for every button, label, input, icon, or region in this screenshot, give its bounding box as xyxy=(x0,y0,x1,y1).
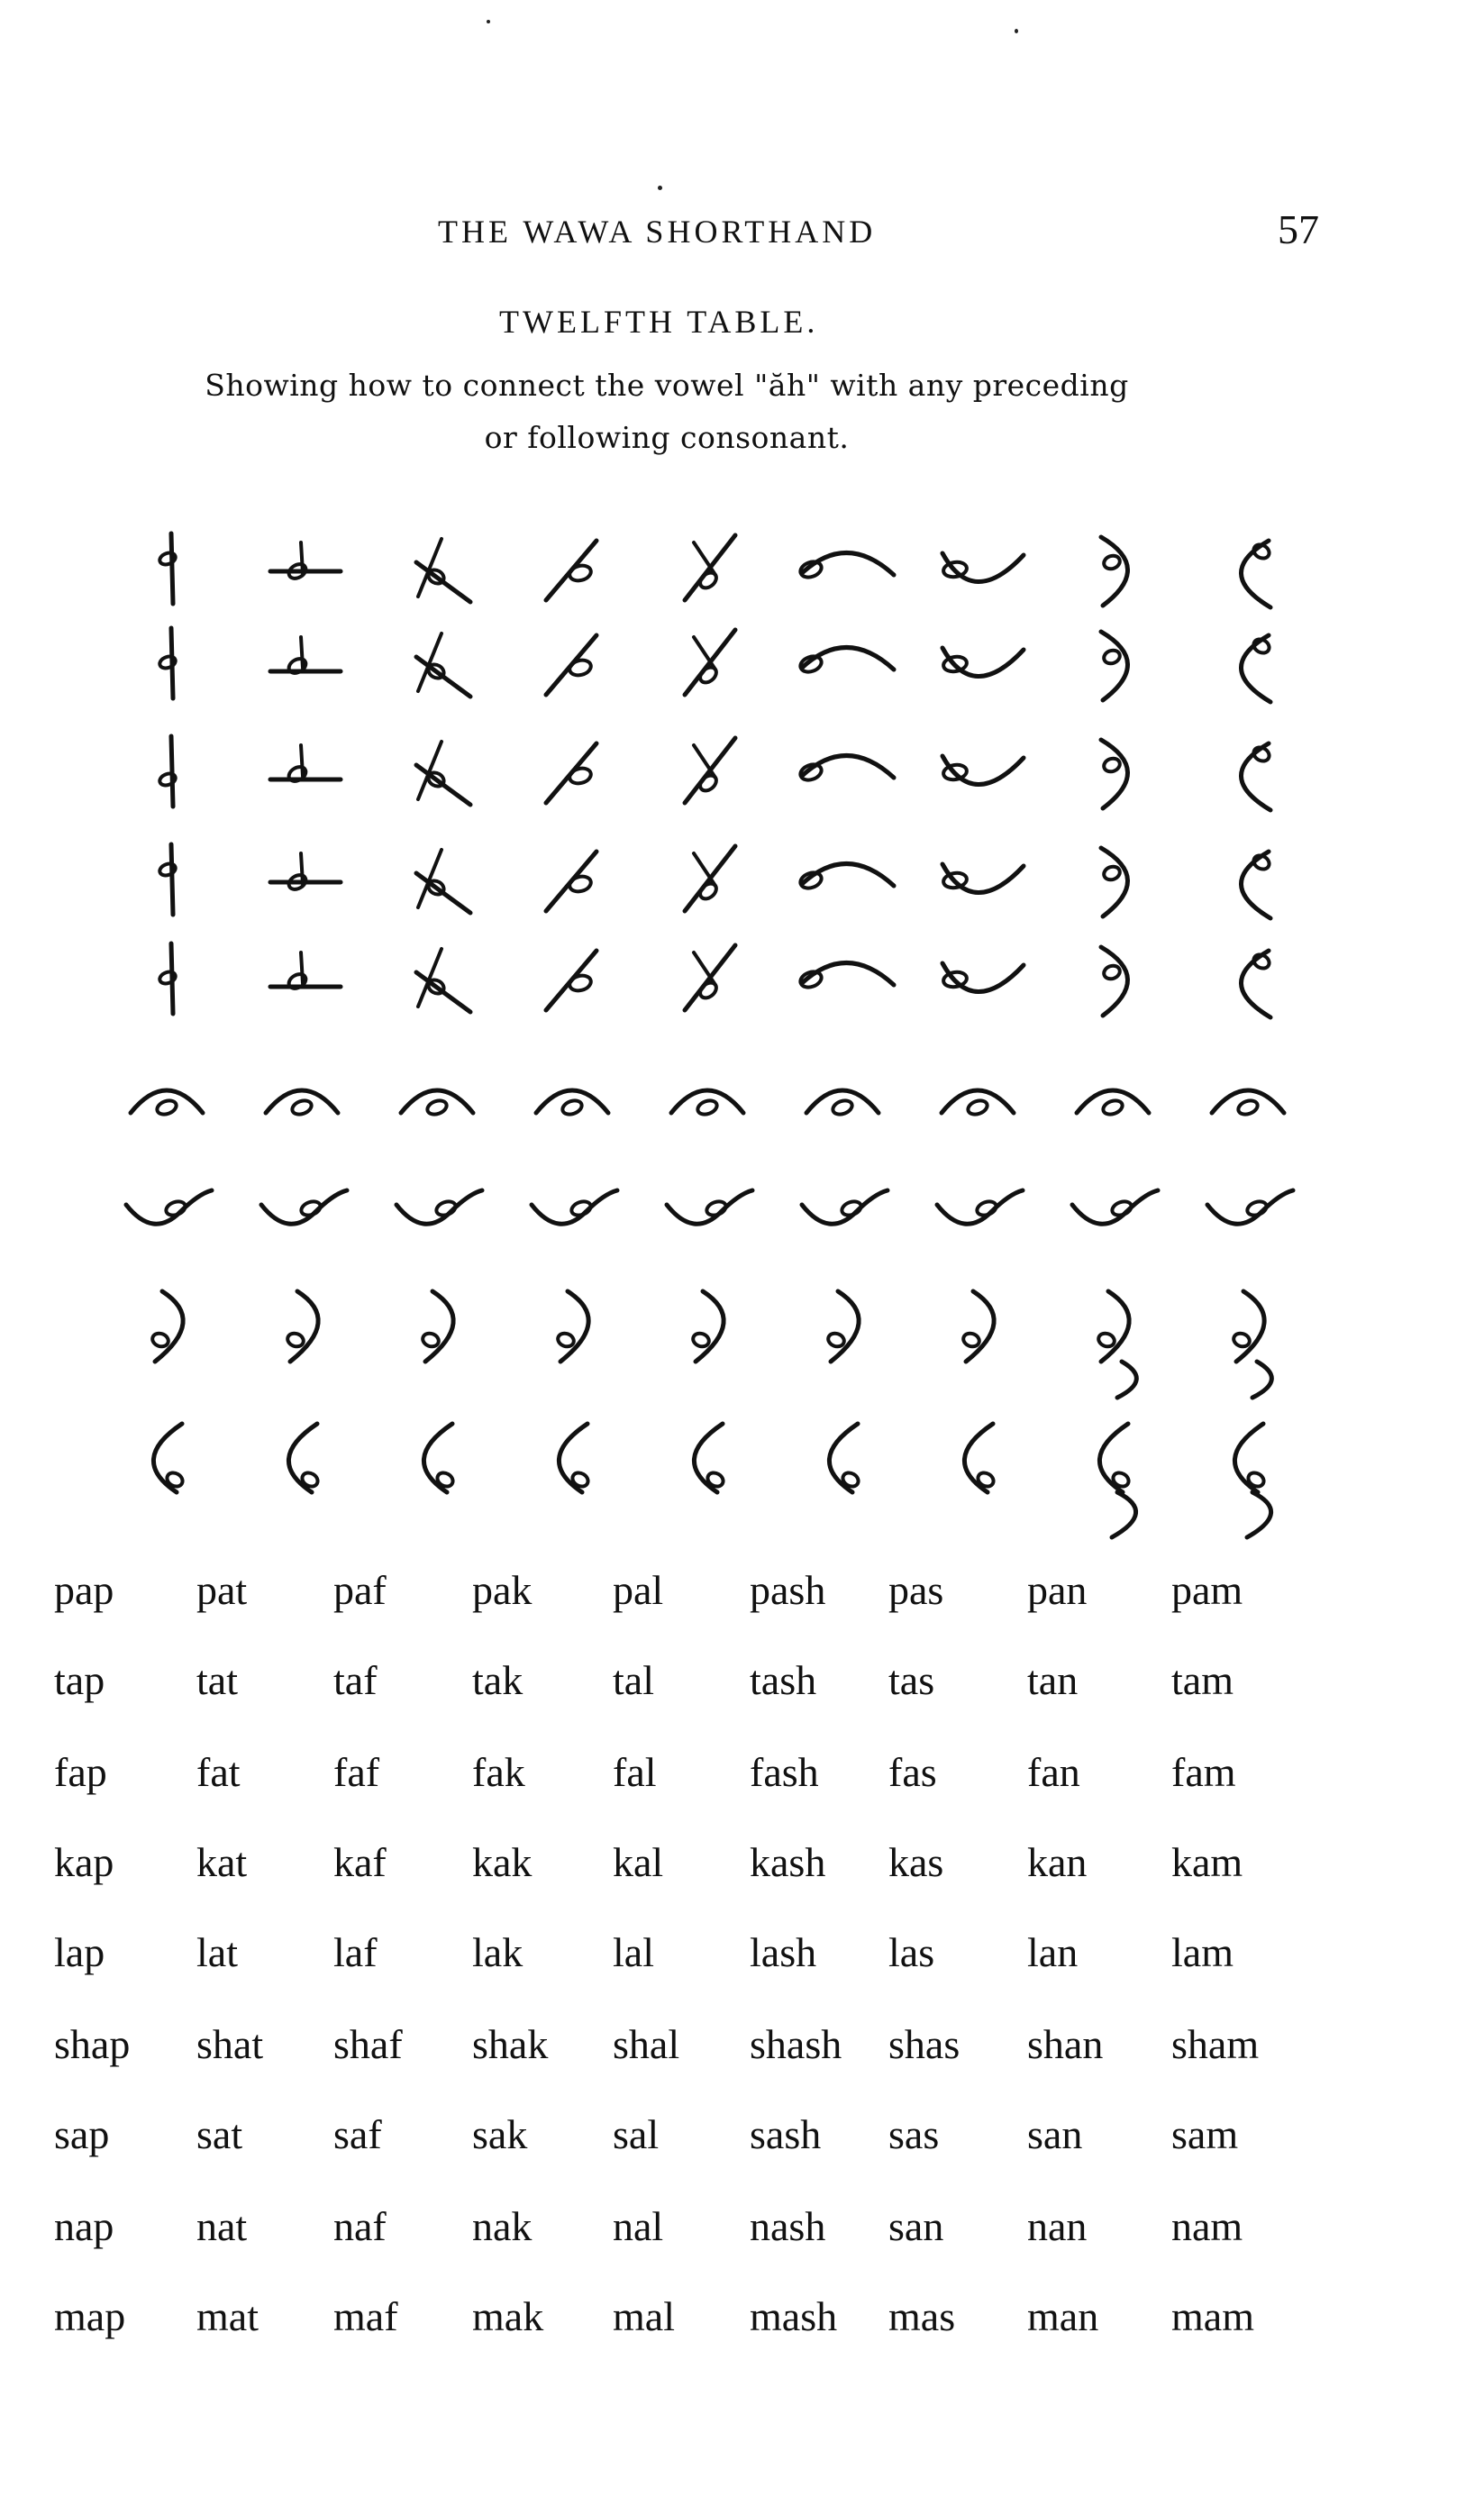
shorthand-stroke xyxy=(425,1098,448,1117)
shorthand-stroke xyxy=(826,1331,846,1348)
shorthand-stroke xyxy=(556,1331,576,1348)
syllable-cell: sas xyxy=(888,2111,940,2157)
syllable-cell: kaf xyxy=(333,1839,387,1885)
syllable-cell: lap xyxy=(54,1929,105,1975)
shorthand-stroke xyxy=(299,1199,322,1218)
syllable-cell: tap xyxy=(54,1657,105,1703)
shorthand-stroke xyxy=(560,1098,583,1117)
syllable-cell: fal xyxy=(613,1749,657,1795)
shorthand-stroke xyxy=(568,563,592,583)
syllable-cell: tan xyxy=(1027,1657,1079,1703)
shorthand-stroke xyxy=(831,1098,853,1117)
shorthand-stroke xyxy=(697,570,719,591)
syllable-cell: sham xyxy=(1171,2021,1260,2067)
syllable-cell: shaf xyxy=(333,2021,403,2067)
shorthand-stroke xyxy=(696,1291,724,1362)
syllable-cell: shap xyxy=(54,2021,131,2067)
syllable-cell: lak xyxy=(472,1929,523,1975)
shorthand-stroke xyxy=(1252,852,1272,871)
syllable-cell: pam xyxy=(1171,1567,1243,1613)
shorthand-stroke xyxy=(290,1098,313,1117)
shorthand-stroke xyxy=(798,559,824,579)
shorthand-stroke xyxy=(798,969,824,989)
shorthand-stroke xyxy=(1101,740,1128,808)
syllable-cell: nan xyxy=(1027,2203,1088,2249)
syllable-cell: map xyxy=(54,2293,126,2339)
syllable-cell: shal xyxy=(613,2021,680,2067)
syllable-cell: nam xyxy=(1171,2203,1243,2249)
shorthand-stroke xyxy=(421,1331,441,1348)
syllable-cell: tas xyxy=(888,1657,935,1703)
shorthand-stroke xyxy=(802,962,894,985)
table-subtitle-line-2: or following consonant. xyxy=(484,420,850,455)
syllable-cell: nak xyxy=(472,2203,533,2249)
shorthand-stroke xyxy=(966,1291,994,1362)
syllable-cell: nash xyxy=(750,2203,826,2249)
shorthand-stroke xyxy=(1102,756,1122,773)
shorthand-stroke xyxy=(1101,848,1128,916)
shorthand-stroke xyxy=(290,1291,318,1362)
syllable-cell: nap xyxy=(54,2203,114,2249)
syllable-cell: lam xyxy=(1171,1929,1234,1975)
shorthand-stroke xyxy=(697,980,719,1001)
syllable-cell: tak xyxy=(472,1657,523,1703)
shorthand-stroke xyxy=(798,761,824,782)
shorthand-stroke xyxy=(961,1331,981,1348)
shorthand-stroke xyxy=(155,1098,178,1117)
syllable-cell: fap xyxy=(54,1749,107,1795)
shorthand-stroke xyxy=(1241,951,1270,1017)
syllable-cell: tal xyxy=(613,1657,654,1703)
shorthand-stroke xyxy=(697,880,719,902)
syllable-cell: fas xyxy=(888,1749,937,1795)
syllable-cell: shas xyxy=(888,2021,961,2067)
syllable-cell: pap xyxy=(54,1567,114,1613)
shorthand-stroke xyxy=(1110,1199,1133,1218)
syllable-cell: kam xyxy=(1171,1839,1243,1885)
syllable-cell: saf xyxy=(333,2111,382,2157)
shorthand-stroke xyxy=(697,664,719,686)
shorthand-stroke xyxy=(802,863,894,886)
syllable-cell: naf xyxy=(333,2203,387,2249)
syllable-cell: nat xyxy=(196,2203,248,2249)
syllable-cell: las xyxy=(888,1929,935,1975)
page-number: 57 xyxy=(1278,206,1319,252)
syllable-cell: man xyxy=(1027,2293,1099,2339)
syllable-cell: pan xyxy=(1027,1567,1088,1613)
shorthand-stroke xyxy=(568,766,592,786)
syllable-cell: shat xyxy=(196,2021,264,2067)
shorthand-stroke xyxy=(434,1199,457,1218)
shorthand-stroke xyxy=(694,637,715,670)
shorthand-stroke xyxy=(802,552,894,575)
shorthand-stroke xyxy=(705,1199,727,1218)
syllable-cell: sam xyxy=(1171,2111,1239,2157)
shorthand-stroke xyxy=(1101,632,1128,700)
shorthand-stroke xyxy=(1252,952,1272,971)
syllable-cell: sal xyxy=(613,2111,660,2157)
shorthand-stroke xyxy=(1241,541,1270,607)
shorthand-stroke xyxy=(1101,1291,1129,1362)
table-subtitle-line-1: Showing how to connect the vowel "ăh" with any preceding xyxy=(205,368,1129,403)
syllable-cell: mam xyxy=(1171,2293,1254,2339)
shorthand-stroke xyxy=(966,1098,988,1117)
syllable-cell: laf xyxy=(333,1929,378,1975)
syllable-cell: mak xyxy=(472,2293,544,2339)
syllable-cell: kal xyxy=(613,1839,664,1885)
shorthand-stroke xyxy=(150,1331,170,1348)
syllable-cell: lal xyxy=(613,1929,654,1975)
shorthand-stroke xyxy=(1101,1098,1124,1117)
shorthand-stroke xyxy=(171,844,173,915)
shorthand-stroke xyxy=(802,647,894,670)
running-title: THE WAWA SHORTHAND xyxy=(438,214,877,250)
syllable-cell: maf xyxy=(333,2293,398,2339)
syllable-cell: mash xyxy=(750,2293,838,2339)
shorthand-stroke xyxy=(697,772,719,794)
shorthand-stroke xyxy=(694,853,715,886)
syllable-cell: sat xyxy=(196,2111,243,2157)
syllable-cell: fat xyxy=(196,1749,241,1795)
syllable-cell: pas xyxy=(888,1567,944,1613)
shorthand-stroke xyxy=(1232,1331,1252,1348)
syllable-cell: lash xyxy=(750,1929,817,1975)
shorthand-stroke xyxy=(1102,864,1122,881)
syllable-cell: san xyxy=(1027,2111,1083,2157)
syllable-cell: mat xyxy=(196,2293,259,2339)
shorthand-stroke xyxy=(569,1199,592,1218)
table-title: TWELFTH TABLE. xyxy=(499,304,819,340)
shorthand-stroke xyxy=(286,1331,305,1348)
syllable-cell: lat xyxy=(196,1929,238,1975)
syllable-cell: fam xyxy=(1171,1749,1236,1795)
shorthand-stroke xyxy=(691,1331,711,1348)
shorthand-stroke xyxy=(802,755,894,778)
shorthand-stroke xyxy=(1236,1291,1264,1362)
syllable-cell: fash xyxy=(750,1749,819,1795)
shorthand-stroke xyxy=(1252,542,1272,560)
syllable-cell: kash xyxy=(750,1839,826,1885)
syllable-cell: tam xyxy=(1171,1657,1234,1703)
shorthand-stroke xyxy=(798,653,824,674)
shorthand-stroke xyxy=(1236,1098,1259,1117)
shorthand-stroke xyxy=(798,870,824,890)
shorthand-stroke xyxy=(1102,963,1122,980)
shorthand-stroke xyxy=(696,1098,718,1117)
shorthand-stroke xyxy=(1252,1362,1271,1398)
shorthand-stroke xyxy=(568,658,592,678)
shorthand-stroke xyxy=(560,1291,588,1362)
shorthand-stroke xyxy=(1097,1331,1116,1348)
shorthand-stroke xyxy=(1117,1362,1136,1398)
syllable-cell: sak xyxy=(472,2111,528,2157)
shorthand-stroke xyxy=(1112,1492,1136,1537)
shorthand-stroke xyxy=(1252,744,1272,763)
syllable-cell: shash xyxy=(750,2021,842,2067)
shorthand-stroke xyxy=(1245,1199,1268,1218)
shorthand-stroke xyxy=(831,1291,859,1362)
syllable-cell: kat xyxy=(196,1839,248,1885)
syllable-cell: nal xyxy=(613,2203,664,2249)
shorthand-stroke xyxy=(568,973,592,993)
syllable-cell: mal xyxy=(613,2293,675,2339)
shorthand-stroke xyxy=(425,1291,453,1362)
shorthand-stroke xyxy=(1241,852,1270,918)
syllable-cell: shan xyxy=(1027,2021,1104,2067)
shorthand-stroke xyxy=(1102,553,1122,570)
syllable-cell: kak xyxy=(472,1839,533,1885)
shorthand-stroke xyxy=(568,874,592,894)
shorthand-stroke xyxy=(975,1199,997,1218)
syllable-cell: kap xyxy=(54,1839,114,1885)
shorthand-stroke xyxy=(301,952,303,983)
shorthand-stroke xyxy=(164,1199,187,1218)
syllable-cell: pash xyxy=(750,1567,826,1613)
syllable-cell: sap xyxy=(54,2111,110,2157)
syllable-cell: lan xyxy=(1027,1929,1079,1975)
shorthand-stroke xyxy=(171,736,173,806)
shorthand-stroke xyxy=(1101,947,1128,1016)
syllable-cell: tash xyxy=(750,1657,817,1703)
syllable-cell: sash xyxy=(750,2111,822,2157)
shorthand-stroke xyxy=(155,1291,183,1362)
syllable-cell: paf xyxy=(333,1567,387,1613)
syllable-cell: pak xyxy=(472,1567,533,1613)
shorthand-stroke xyxy=(1101,537,1128,606)
shorthand-stroke xyxy=(171,533,173,604)
syllable-cell: fak xyxy=(472,1749,525,1795)
shorthand-stroke xyxy=(301,745,303,776)
shorthand-stroke xyxy=(1241,635,1270,702)
syllable-cell: pat xyxy=(196,1567,248,1613)
syllable-cell: pal xyxy=(613,1567,664,1613)
syllable-cell: san xyxy=(888,2203,944,2249)
syllable-cell: mas xyxy=(888,2293,956,2339)
shorthand-stroke xyxy=(301,637,303,668)
syllable-cell: kas xyxy=(888,1839,944,1885)
syllable-cell: tat xyxy=(196,1657,238,1703)
shorthand-stroke xyxy=(1252,636,1272,655)
shorthand-stroke xyxy=(301,853,303,884)
shorthand-stroke xyxy=(1241,743,1270,810)
syllable-cell: fan xyxy=(1027,1749,1080,1795)
shorthand-stroke xyxy=(694,542,715,575)
shorthand-stroke xyxy=(301,542,303,573)
syllable-cell: faf xyxy=(333,1749,380,1795)
shorthand-stroke xyxy=(840,1199,862,1218)
shorthand-stroke xyxy=(1102,648,1122,665)
syllable-cell: kan xyxy=(1027,1839,1088,1885)
shorthand-stroke xyxy=(694,952,715,985)
syllable-cell: taf xyxy=(333,1657,378,1703)
shorthand-stroke xyxy=(694,745,715,778)
syllable-cell: shak xyxy=(472,2021,549,2067)
shorthand-stroke xyxy=(1247,1492,1271,1537)
